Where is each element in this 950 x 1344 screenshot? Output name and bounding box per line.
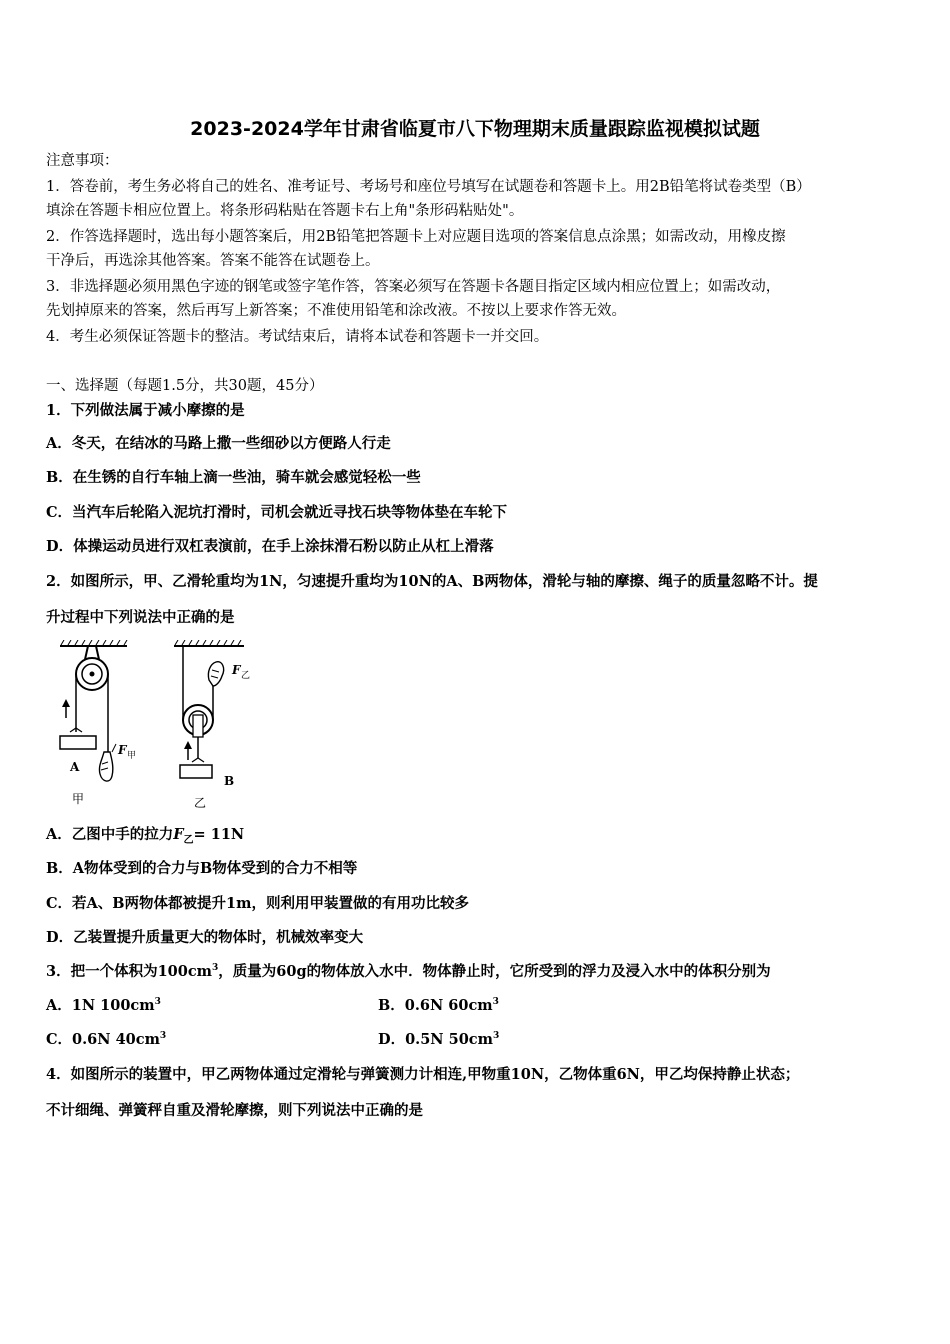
- question-1-stem: 1．下列做法属于减小摩擦的是: [46, 402, 245, 419]
- question-4-stem-line1: 4．如图所示的装置中，甲乙两物体通过定滑轮与弹簧测力计相连,甲物重10N，乙物体重6N，甲乙均保持静止状态；: [46, 1066, 800, 1083]
- question-1-option-a: A．冬天，在结冰的马路上撒一些细砂以方便路人行走: [46, 435, 391, 452]
- unit-superscript: 3: [492, 1031, 500, 1042]
- notice-line: 填涂在答题卡相应位置上。将条形码粘贴在答题卡右上角"条形码粘贴处"。: [46, 203, 524, 219]
- question-2-option-b: B．A物体受到的合力与B物体受到的合力不相等: [46, 860, 358, 877]
- q3-option-d-text: D．0.5N 50cm: [378, 1031, 493, 1048]
- notice-line: 干净后，再选涂其他答案。答案不能答在试题卷上。: [46, 253, 380, 269]
- notice-line: 1．答卷前，考生务必将自己的姓名、准考证号、考场号和座位号填写在试题卷和答题卡上。用2B铅笔将试卷类型（B）: [46, 179, 811, 195]
- unit-superscript: 3: [154, 997, 161, 1008]
- pulley-figure: [52, 640, 262, 815]
- question-3-stem: [46, 962, 771, 982]
- q3-stem-sup: 3: [212, 963, 219, 974]
- caption-jia: 甲: [72, 792, 85, 806]
- question-1-option-d: D．体操运动员进行双杠表演前，在手上涂抹滑石粉以防止从杠上滑落: [46, 538, 494, 555]
- question-2-stem-line2: 升过程中下列说法中正确的是: [46, 609, 235, 626]
- force-yi-subscript: 乙: [241, 671, 251, 681]
- notice-heading: 注意事项：: [46, 153, 119, 169]
- caption-yi: 乙: [194, 796, 207, 810]
- force-yi-label: F: [232, 663, 241, 677]
- notice-line: 先划掉原来的答案，然后再写上新答案；不准使用铅笔和涂改液。不按以上要求作答无效。: [46, 303, 626, 319]
- notice-line: 3．非选择题必须用黑色字迹的钢笔或签字笔作答，答案必须写在答题卡各题目指定区域内相应位置上；如需改动，: [46, 279, 781, 295]
- question-2-option-d: D．乙装置提升质量更大的物体时，机械效率变大: [46, 929, 364, 946]
- question-3-option-c: [46, 1030, 166, 1050]
- object-a-label: A: [70, 760, 80, 774]
- question-1-option-b: B．在生锈的自行车轴上滴一些油，骑车就会感觉轻松一些: [46, 469, 421, 486]
- question-2-stem-line1: 2．如图所示，甲、乙滑轮重均为1N，匀速提升重均为10N的A、B两物体，滑轮与轴的摩擦、绳子的质量忽略不计。提: [46, 573, 818, 590]
- q3-stem-post: ，质量为60g的物体放入水中．物体静止时，它所受到的浮力及浸入水中的体积分别为: [218, 963, 771, 980]
- notice-line: 2．作答选择题时，选出每小题答案后，用2B铅笔把答题卡上对应题目选项的答案信息点涂黑；如需改动，用橡皮擦: [46, 229, 786, 245]
- object-b-label: B: [224, 774, 235, 788]
- movable-pulley-diagram: [174, 640, 244, 778]
- question-1-option-c: C．当汽车后轮陷入泥坑打滑时，司机会就近寻找石块等物体垫在车轮下: [46, 504, 508, 521]
- question-2-option-c: C．若A、B两物体都被提升1m，则利用甲装置做的有用功比较多: [46, 895, 469, 912]
- unit-superscript: 3: [159, 1031, 167, 1042]
- option-a-text: A．乙图中手的拉力: [46, 826, 174, 843]
- question-2-option-a: [46, 825, 244, 845]
- q3-option-a-text: A．1N 100cm: [46, 997, 155, 1014]
- q3-stem-pre: 3．把一个体积为100cm: [46, 963, 213, 980]
- question-4-stem-line2: 不计细绳、弹簧秤自重及滑轮摩擦，则下列说法中正确的是: [46, 1102, 423, 1119]
- force-symbol: F: [173, 826, 184, 843]
- question-3-option-d: [378, 1030, 499, 1050]
- option-a-value: = 11N: [193, 826, 245, 843]
- notice-line: 4．考生必须保证答题卡的整洁。考试结束后，请将本试卷和答题卡一并交回。: [46, 329, 549, 345]
- section-heading: 一、选择题（每题1.5分，共30题，45分）: [46, 378, 324, 394]
- force-subscript: 乙: [183, 834, 194, 846]
- question-3-option-a: [46, 996, 161, 1016]
- force-jia-subscript: 甲: [127, 751, 137, 761]
- q3-option-b-text: B．0.6N 60cm: [378, 997, 493, 1014]
- force-jia-label: F: [118, 743, 127, 757]
- unit-superscript: 3: [492, 997, 499, 1008]
- question-3-option-b: [378, 996, 499, 1016]
- q3-option-c-text: C．0.6N 40cm: [46, 1031, 160, 1048]
- page-title: 2023-2024学年甘肃省临夏市八下物理期末质量跟踪监视模拟试题: [190, 118, 760, 140]
